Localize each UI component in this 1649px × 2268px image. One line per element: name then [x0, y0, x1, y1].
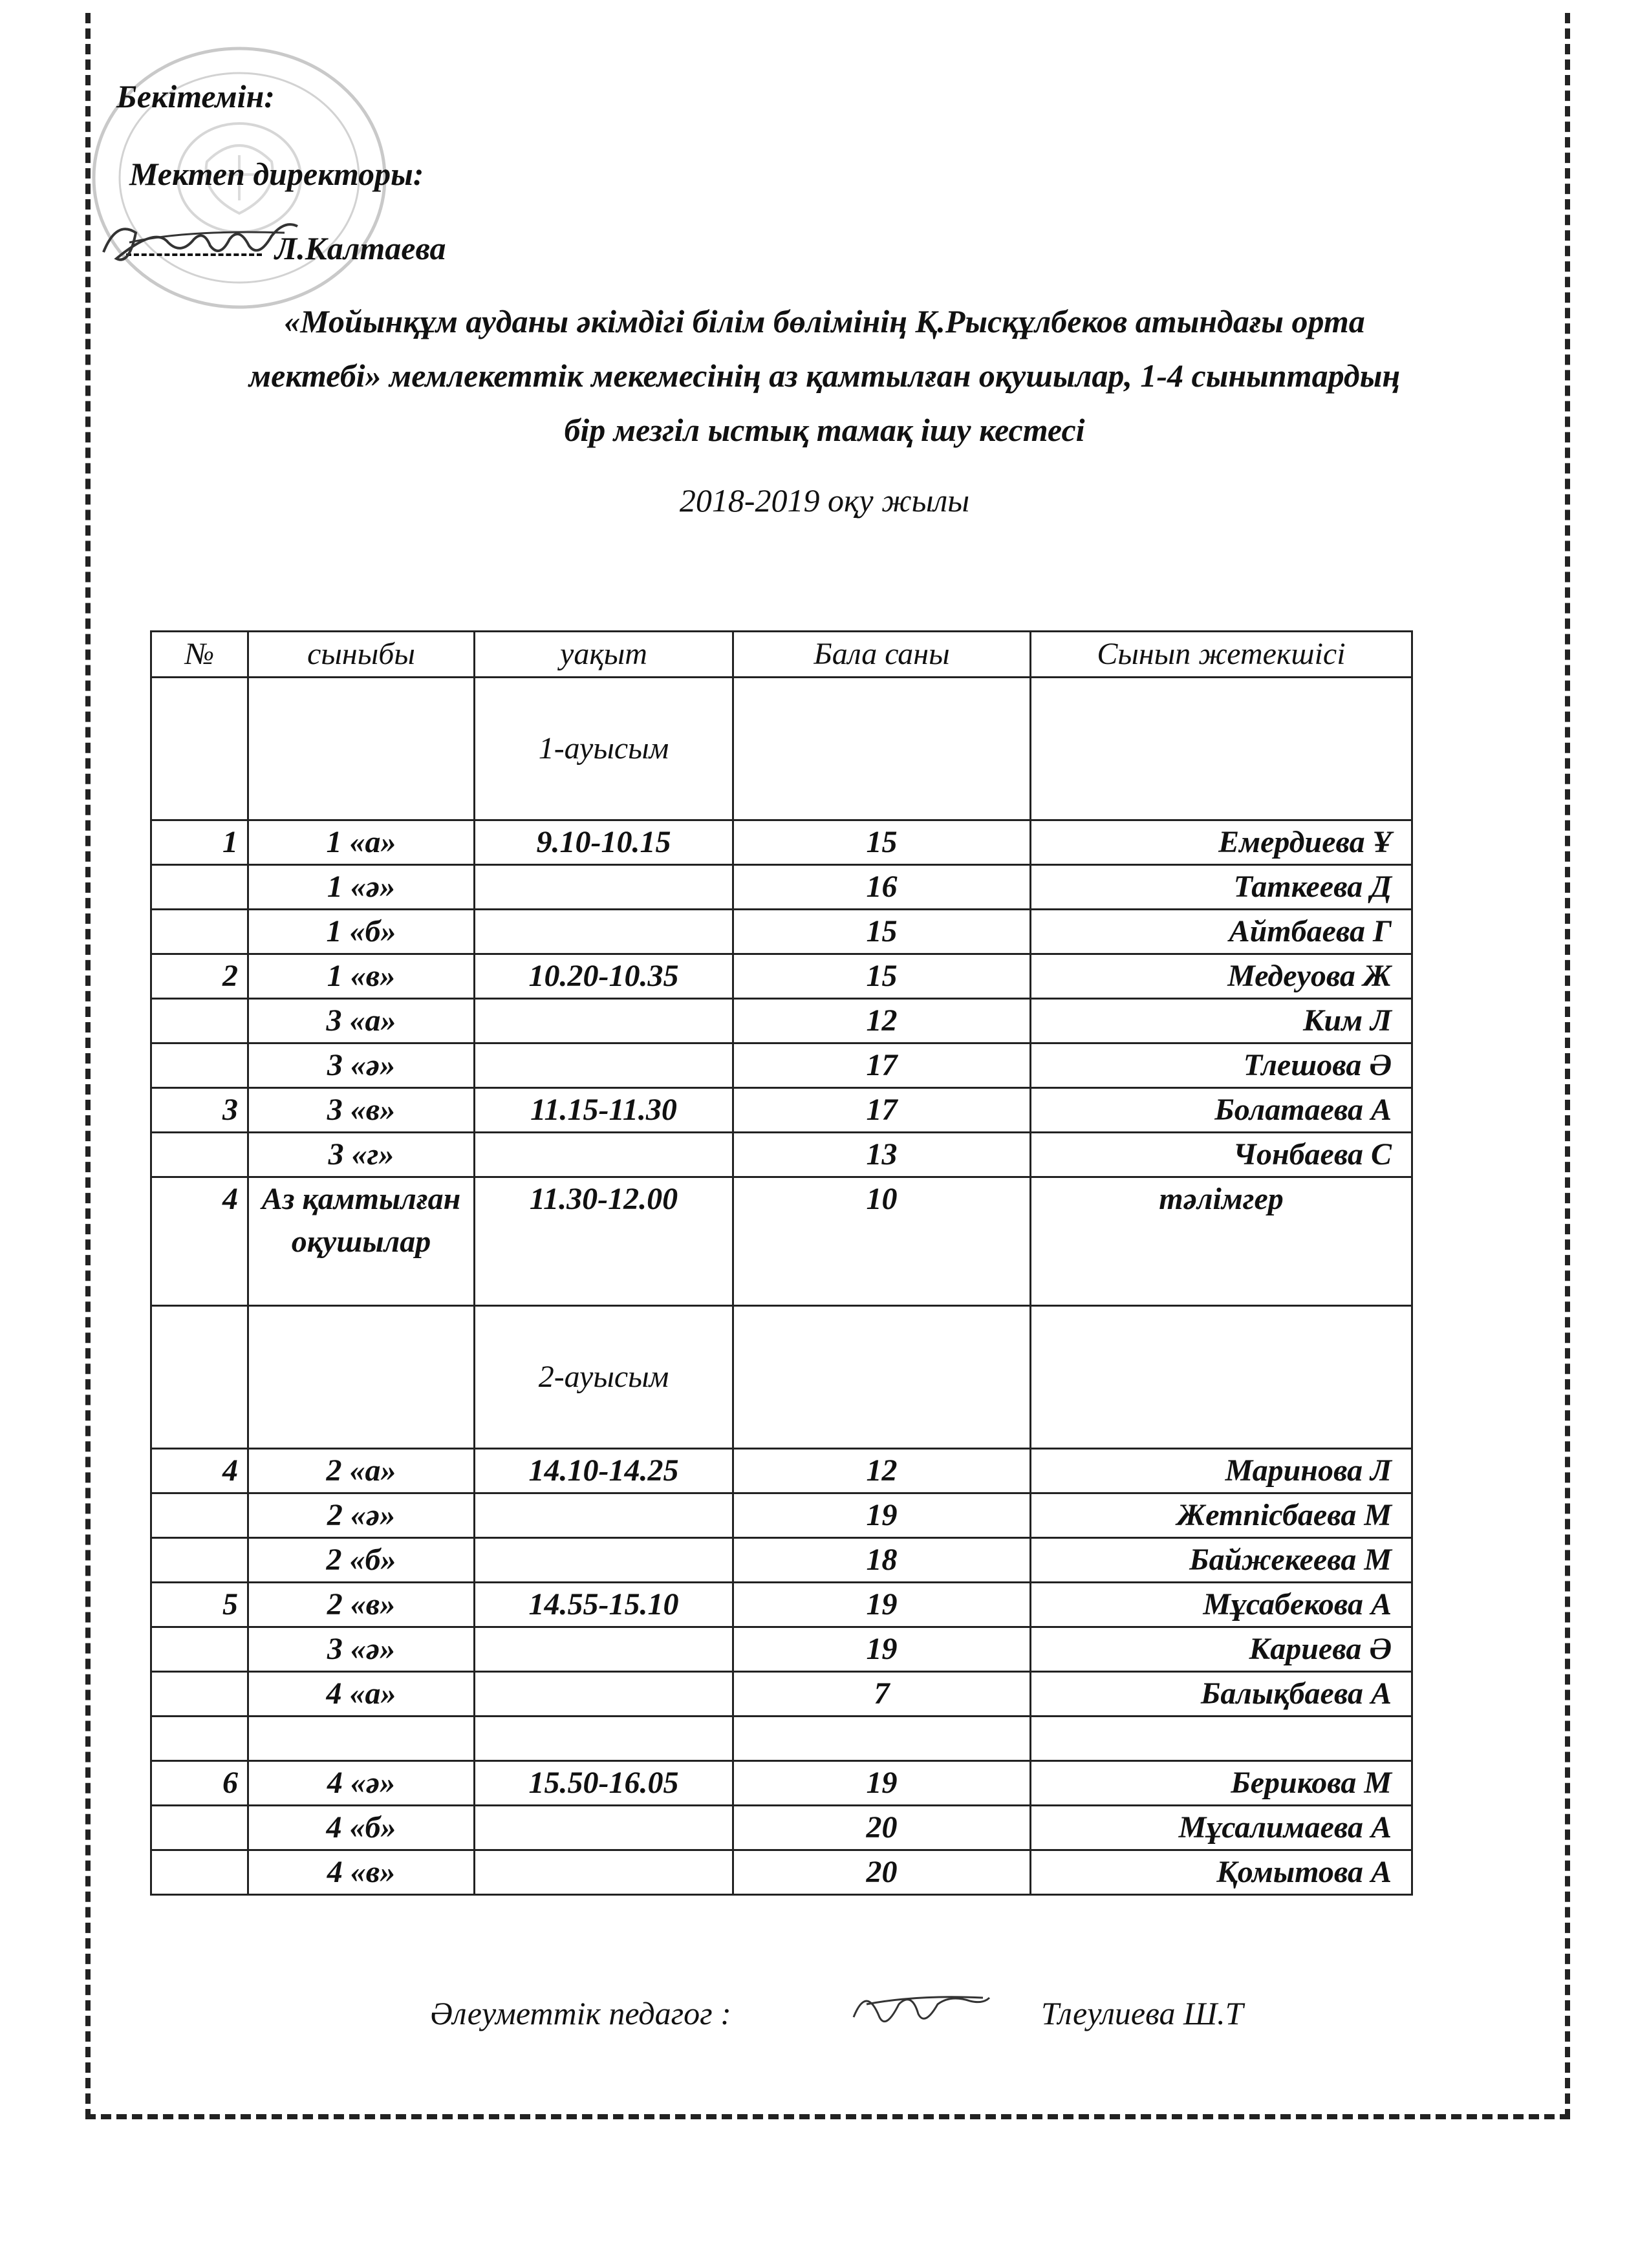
cell-count: 16 — [733, 865, 1031, 910]
cell-time — [475, 1043, 733, 1088]
cell-num: 3 — [151, 1088, 248, 1133]
table-row — [151, 1177, 1412, 1306]
shift-1-row — [151, 678, 1412, 820]
cell-num — [151, 999, 248, 1043]
table-header-row — [151, 632, 1412, 678]
heading-line-2: мектебі» мемлекеттік мекемесінің аз қамтылған оқушылар, 1-4 сыныптардың — [248, 358, 1401, 394]
cell-cls: Аз қамтылған оқушылар — [248, 1177, 475, 1306]
cell-time: 14.10-14.25 — [475, 1449, 733, 1493]
cell-cls: 4 «в» — [248, 1850, 475, 1895]
cell-cls: 3 «а» — [248, 999, 475, 1043]
cell-cls: 2 «а» — [248, 1449, 475, 1493]
cell-cls: 2 «б» — [248, 1538, 475, 1583]
cell-count: 19 — [733, 1761, 1031, 1806]
cell-teacher: Балықбаева А — [1031, 1672, 1412, 1717]
cell-cls: 3 «ә» — [248, 1627, 475, 1672]
table-row — [151, 1133, 1412, 1177]
table-row — [151, 999, 1412, 1043]
footer-role-label: Әлеуметтік педагог : — [430, 1995, 731, 2031]
cell-num — [151, 1493, 248, 1538]
cell-time — [475, 1806, 733, 1850]
cell-time — [475, 910, 733, 954]
table-row — [151, 1806, 1412, 1850]
cell-cls: 4 «а» — [248, 1672, 475, 1717]
cell-cls: 1 «б» — [248, 910, 475, 954]
cell-teacher: Таткеева Д — [1031, 865, 1412, 910]
meal-schedule-table — [150, 630, 1413, 1896]
table-row — [151, 1717, 1412, 1761]
cell-time: 15.50-16.05 — [475, 1761, 733, 1806]
cell-cls: 2 «ә» — [248, 1493, 475, 1538]
cell-teacher: Емердиева Ұ — [1031, 820, 1412, 865]
director-name: Л.Калтаева — [275, 230, 446, 266]
cell-time — [475, 1672, 733, 1717]
approval-title: Бекітемін: — [116, 78, 275, 114]
cell-num — [151, 1672, 248, 1717]
cell-count: 15 — [733, 954, 1031, 999]
cell-teacher: Мұсабекова А — [1031, 1583, 1412, 1627]
cell-cls: 1 «а» — [248, 820, 475, 865]
cell-teacher: Мұсалимаева А — [1031, 1806, 1412, 1850]
cell-cls: 1 «в» — [248, 954, 475, 999]
cell-count: 10 — [733, 1177, 1031, 1306]
cell-time — [475, 1493, 733, 1538]
cell-count: 17 — [733, 1043, 1031, 1088]
cell-count: 13 — [733, 1133, 1031, 1177]
table-row — [151, 865, 1412, 910]
cell-time — [475, 865, 733, 910]
table-row — [151, 1043, 1412, 1088]
cell-num: 4 — [151, 1177, 248, 1306]
approval-role: Мектеп директоры: — [129, 156, 424, 192]
cell-teacher: Жетпісбаева М — [1031, 1493, 1412, 1538]
cell-count: 20 — [733, 1806, 1031, 1850]
cell-time: 11.15-11.30 — [475, 1088, 733, 1133]
cell-time — [475, 1627, 733, 1672]
cell-teacher — [1031, 1717, 1412, 1761]
cell-cls: 1 «ә» — [248, 865, 475, 910]
cell-num — [151, 1133, 248, 1177]
pedagogue-name: Тлеулиева Ш.Т — [1041, 1995, 1244, 2031]
cell-teacher: Айтбаева Г — [1031, 910, 1412, 954]
cell-time — [475, 1133, 733, 1177]
cell-num — [151, 1627, 248, 1672]
pedagogue-signature — [841, 1978, 996, 2043]
header-teacher: Сынып жетекшісі — [1031, 632, 1412, 678]
cell-teacher: Ким Л — [1031, 999, 1412, 1043]
cell-count: 15 — [733, 910, 1031, 954]
cell-teacher: Маринова Л — [1031, 1449, 1412, 1493]
cell-cls: 3 «ә» — [248, 1043, 475, 1088]
cell-time: 10.20-10.35 — [475, 954, 733, 999]
cell-teacher: Қомытова А — [1031, 1850, 1412, 1895]
cell-count: 17 — [733, 1088, 1031, 1133]
table-row — [151, 820, 1412, 865]
cell-num — [151, 1043, 248, 1088]
table-row — [151, 1627, 1412, 1672]
cell-teacher: Байжекеева М — [1031, 1538, 1412, 1583]
cell-count: 12 — [733, 1449, 1031, 1493]
cell-cls: 4 «б» — [248, 1806, 475, 1850]
table-row — [151, 1583, 1412, 1627]
table-row — [151, 1449, 1412, 1493]
table-row — [151, 1088, 1412, 1133]
cell-cls — [248, 1717, 475, 1761]
cell-cls: 4 «ә» — [248, 1761, 475, 1806]
cell-num: 6 — [151, 1761, 248, 1806]
shift-2-label: 2-ауысым — [475, 1306, 733, 1449]
table-row — [151, 1761, 1412, 1806]
cell-num: 2 — [151, 954, 248, 999]
cell-teacher: Берикова М — [1031, 1761, 1412, 1806]
cell-num: 5 — [151, 1583, 248, 1627]
cell-count: 19 — [733, 1493, 1031, 1538]
cell-count — [733, 1717, 1031, 1761]
cell-num: 4 — [151, 1449, 248, 1493]
cell-time: 14.55-15.10 — [475, 1583, 733, 1627]
header-number: № — [151, 632, 248, 678]
cell-teacher: тәлімгер — [1031, 1177, 1412, 1306]
table-row — [151, 910, 1412, 954]
cell-cls: 2 «в» — [248, 1583, 475, 1627]
shift-1-label: 1-ауысым — [475, 678, 733, 820]
header-count: Бала саны — [733, 632, 1031, 678]
cell-count: 12 — [733, 999, 1031, 1043]
cell-time — [475, 1850, 733, 1895]
table-row — [151, 1493, 1412, 1538]
cell-teacher: Болатаева А — [1031, 1088, 1412, 1133]
header-time: уақыт — [475, 632, 733, 678]
cell-teacher: Медеуова Ж — [1031, 954, 1412, 999]
table-row — [151, 954, 1412, 999]
cell-time — [475, 1717, 733, 1761]
cell-teacher: Кариева Ә — [1031, 1627, 1412, 1672]
cell-num — [151, 865, 248, 910]
document-heading — [97, 294, 1552, 457]
shift-2-row — [151, 1306, 1412, 1449]
cell-num — [151, 1538, 248, 1583]
cell-num — [151, 1717, 248, 1761]
cell-num — [151, 1850, 248, 1895]
cell-cls: 3 «г» — [248, 1133, 475, 1177]
cell-count: 18 — [733, 1538, 1031, 1583]
cell-count: 7 — [733, 1672, 1031, 1717]
table-row — [151, 1538, 1412, 1583]
academic-year: 2018-2019 оқу жылы — [679, 482, 970, 519]
cell-count: 19 — [733, 1583, 1031, 1627]
heading-line-3: бір мезгіл ыстық тамақ ішу кестесі — [564, 412, 1085, 448]
header-class: сыныбы — [248, 632, 475, 678]
cell-time — [475, 1538, 733, 1583]
table-row — [151, 1672, 1412, 1717]
cell-num: 1 — [151, 820, 248, 865]
cell-time: 11.30-12.00 — [475, 1177, 733, 1306]
cell-time — [475, 999, 733, 1043]
cell-num — [151, 910, 248, 954]
table-row — [151, 1850, 1412, 1895]
heading-line-1: «Мойынқұм ауданы әкімдігі білім бөлімінің Қ.Рысқұлбеков атындағы орта — [284, 303, 1365, 339]
cell-teacher: Чонбаева С — [1031, 1133, 1412, 1177]
cell-count: 15 — [733, 820, 1031, 865]
cell-count: 19 — [733, 1627, 1031, 1672]
cell-cls: 3 «в» — [248, 1088, 475, 1133]
cell-num — [151, 1806, 248, 1850]
cell-teacher: Тлешова Ә — [1031, 1043, 1412, 1088]
cell-time: 9.10-10.15 — [475, 820, 733, 865]
cell-count: 20 — [733, 1850, 1031, 1895]
